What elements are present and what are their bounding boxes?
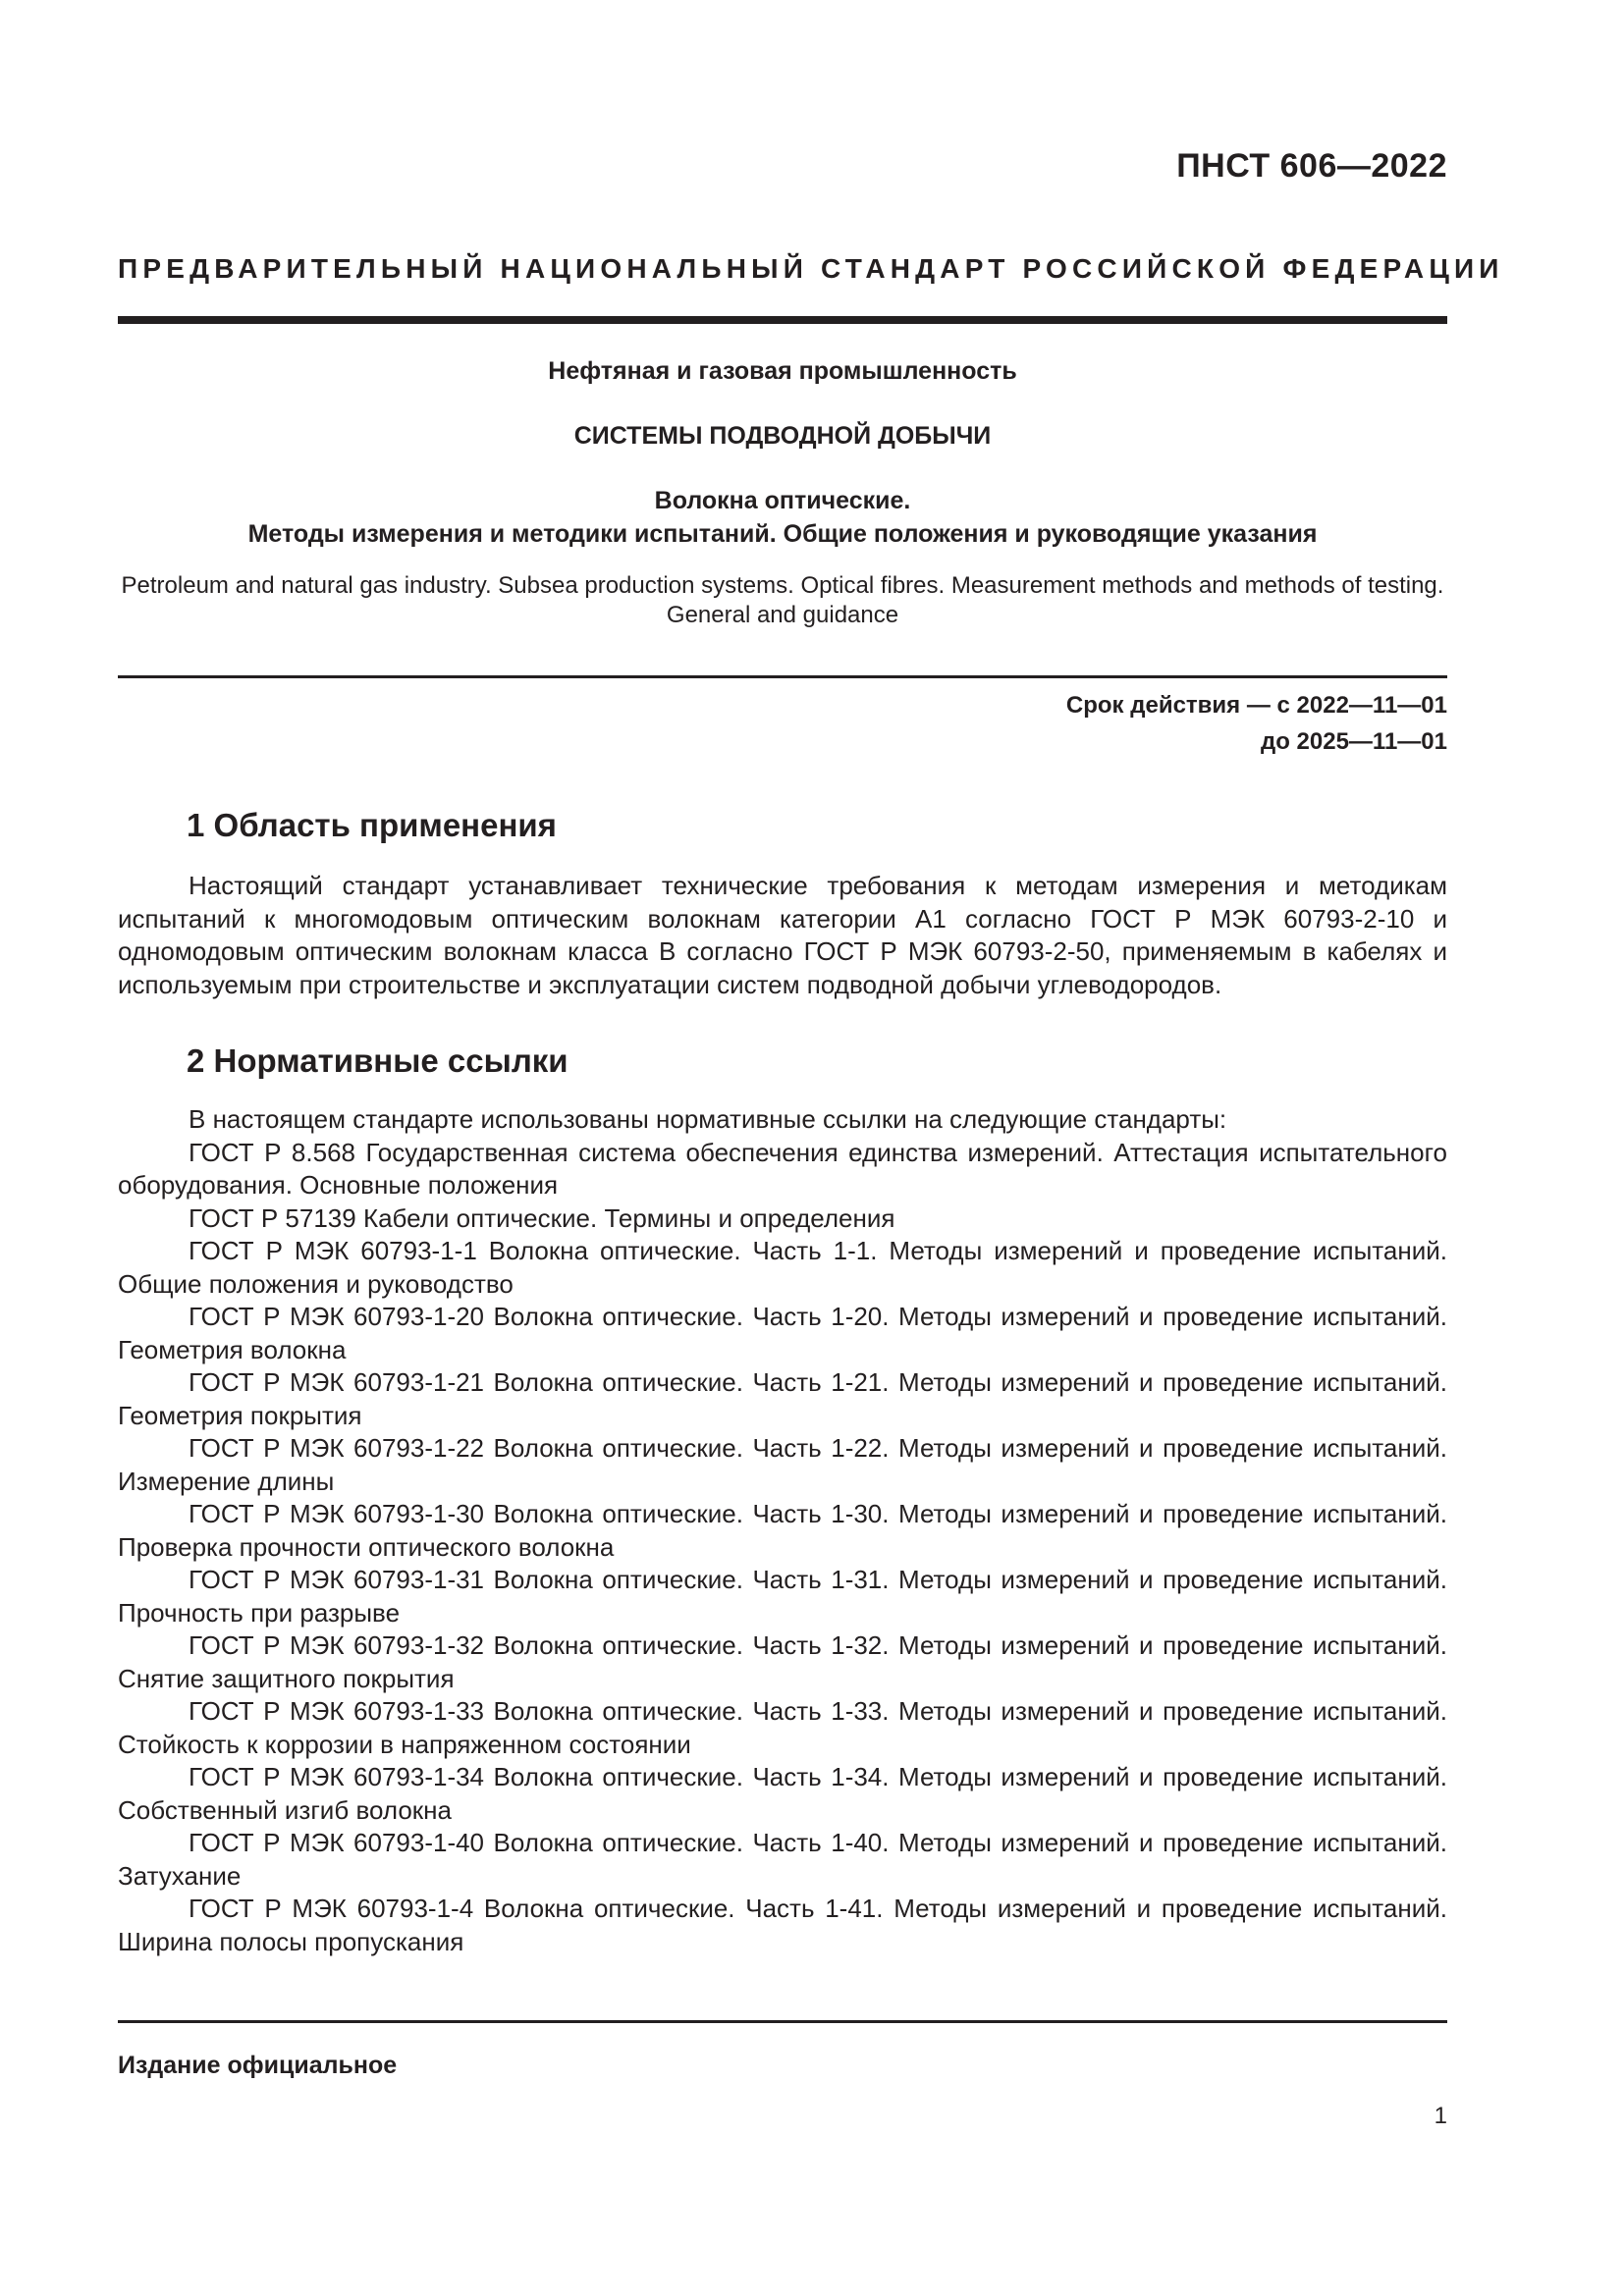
validity-from: Срок действия — с 2022—11—01 — [1065, 692, 1447, 719]
reference-item: ГОСТ Р МЭК 60793-1-33 Волокна оптические. Часть 1-33. Методы измерений и проведение испытаний. Стойкость к коррозии в напряженном состоянии — [118, 1696, 1447, 1759]
section-2-intro: В настоящем стандарте использованы нормативные ссылки на следующие стандарты: — [189, 1104, 1227, 1134]
reference-item: ГОСТ Р МЭК 60793-1-32 Волокна оптические. Часть 1-32. Методы измерений и проведение испытаний. Снятие защитного покрытия — [118, 1630, 1447, 1693]
subject-title-line2: Методы измерения и методики испытаний. Общие положения и руководящие указания — [247, 520, 1318, 548]
reference-item: ГОСТ Р МЭК 60793-1-30 Волокна оптические. Часть 1-30. Методы измерений и проведение испытаний. Проверка прочности оптического волокна — [118, 1499, 1447, 1562]
reference-item: ГОСТ Р МЭК 60793-1-1 Волокна оптические. Часть 1-1. Методы измерений и проведение испытаний. Общие положения и руководство — [118, 1236, 1447, 1299]
reference-item: ГОСТ Р МЭК 60793-1-22 Волокна оптические. Часть 1-22. Методы измерений и проведение испытаний. Измерение длины — [118, 1433, 1447, 1496]
subject-title-line1: Волокна оптические. — [654, 487, 911, 514]
header-divider — [118, 316, 1447, 324]
system-title: СИСТЕМЫ ПОДВОДНОЙ ДОБЫЧИ — [573, 422, 992, 450]
section-2-heading: 2 Нормативные ссылки — [187, 1042, 568, 1079]
section-1-heading: 1 Область применения — [187, 807, 557, 843]
section-1-body — [118, 870, 1447, 1001]
reference-item: ГОСТ Р МЭК 60793-1-34 Волокна оптические. Часть 1-34. Методы измерений и проведение испытаний. Собственный изгиб волокна — [118, 1762, 1447, 1825]
reference-item: ГОСТ Р МЭК 60793-1-21 Волокна оптические. Часть 1-21. Методы измерений и проведение испытаний. Геометрия покрытия — [118, 1367, 1447, 1430]
reference-item: ГОСТ Р МЭК 60793-1-4 Волокна оптические. Часть 1-41. Методы измерений и проведение испытаний. Ширина полосы пропускания — [118, 1894, 1447, 1956]
edition-label: Издание официальное — [118, 2052, 398, 2079]
reference-item: ГОСТ Р 8.568 Государственная система обеспечения единства измерений. Аттестация испытательного оборудования. Основные положения — [118, 1137, 1447, 1200]
reference-item: ГОСТ Р МЭК 60793-1-40 Волокна оптические. Часть 1-40. Методы измерений и проведение испытаний. Затухание — [118, 1828, 1447, 1891]
industry-title: Нефтяная и газовая промышленность — [548, 357, 1017, 385]
reference-item: ГОСТ Р 57139 Кабели оптические. Термины и определения — [189, 1202, 895, 1233]
page-number: 1 — [1434, 2103, 1447, 2129]
section-2-body — [118, 1103, 1447, 1958]
standard-type-heading: ПРЕДВАРИТЕЛЬНЫЙ НАЦИОНАЛЬНЫЙ СТАНДАРТ РОССИЙСКОЙ ФЕДЕРАЦИИ — [118, 253, 1504, 284]
english-title: Petroleum and natural gas industry. Subsea production systems. Optical fibres. Measurement methods and methods of testing. General and guidance — [121, 572, 1444, 628]
validity-period — [1066, 687, 1447, 760]
validity-to: до 2025—11—01 — [1260, 728, 1447, 755]
title-divider — [118, 675, 1447, 678]
document-code: ПНСТ 606—2022 — [1176, 147, 1447, 185]
reference-item: ГОСТ Р МЭК 60793-1-20 Волокна оптические. Часть 1-20. Методы измерений и проведение испытаний. Геометрия волокна — [118, 1302, 1447, 1364]
footer-divider — [118, 2020, 1447, 2023]
section-1-paragraph: Настоящий стандарт устанавливает технические требования к методам измерения и методикам испытаний к многомодовым оптическим волокнам категории А1 согласно ГОСТ Р МЭК 60793-2-10 и одномодовым оптическим волокнам класса В согласно ГОСТ Р МЭК 60793-2-50, применяемым в кабелях и используемым при строительстве и эксплуатации систем подводной добычи углеводородов. — [118, 871, 1447, 999]
reference-item: ГОСТ Р МЭК 60793-1-31 Волокна оптические. Часть 1-31. Методы измерений и проведение испытаний. Прочность при разрыве — [118, 1565, 1447, 1628]
